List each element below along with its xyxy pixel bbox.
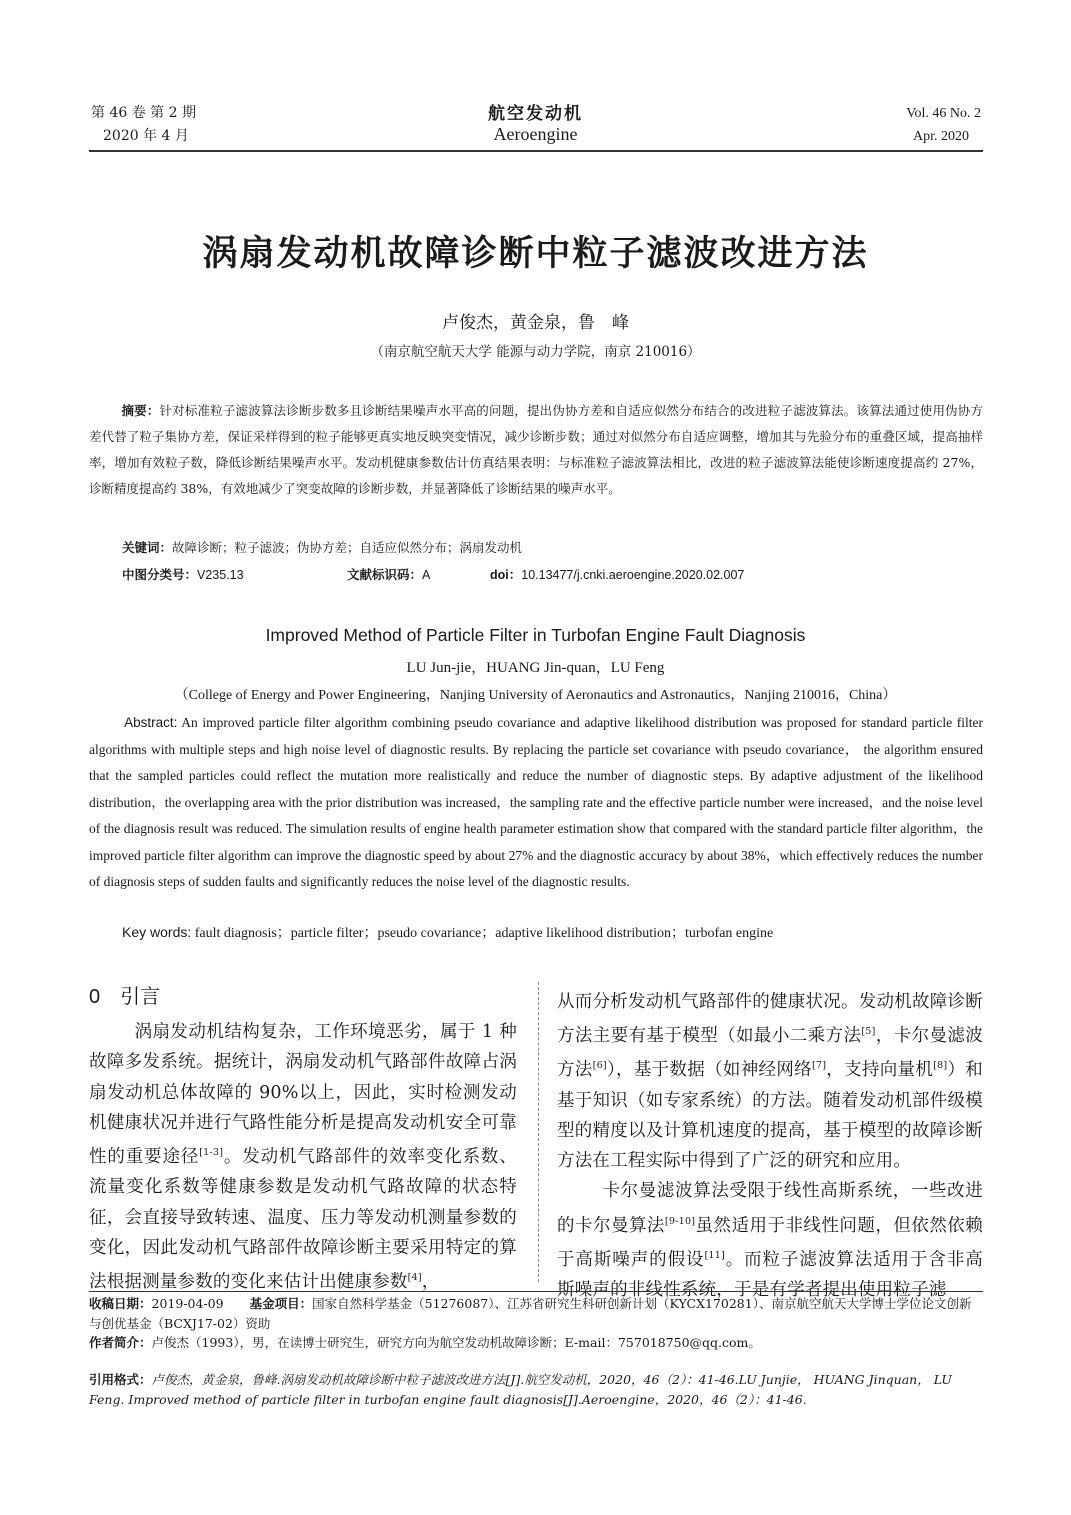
column-divider	[538, 982, 539, 1282]
header-right	[906, 102, 981, 148]
paper-title-en: Improved Method of Particle Filter in Turbofan Engine Fault Diagnosis	[265, 625, 806, 645]
issue-cn: 第 46 卷 第 2 期	[91, 105, 196, 121]
paragraph: 从而分析发动机气路部件的健康状况。发动机故障诊断方法主要有基于模型（如最小二乘方法[5]，卡尔曼滤波方法[6]），基于数据（如神经网络[7]，支持向量机[8]）和基于知识（如专家系统）的方法。随着发动机部件级模型的精度以及计算机速度的提高，基于模型的故障诊断方法在工程实际中得到了广泛的研究和应用。	[557, 992, 983, 1172]
date-cn: 2020 年 4 月	[103, 128, 189, 144]
body-right-column	[557, 987, 983, 1305]
paragraph: 卡尔曼滤波算法受限于线性高斯系统，一些改进的卡尔曼算法[9-10]虽然适用于非线性问题，但依然依赖于高斯噪声的假设[11]。而粒子滤波算法适用于含非高斯噪声的非线性系统，于是有学者提出使用粒子滤	[557, 1181, 983, 1300]
body-left-column	[89, 1017, 517, 1297]
fund-info: 国家自然科学基金（51276087）、江苏省研究生科研创新计划（KYCX170281）、南京航空航天大学博士学位论文创新与创优基金（BCXJ17-02）资助	[89, 1296, 972, 1331]
authors-cn: 卢俊杰，黄金泉，鲁 峰	[442, 313, 629, 333]
date-en: Apr. 2020	[913, 129, 969, 144]
abstract-cn-text: 针对标准粒子滤波算法诊断步数多且诊断结果噪声水平高的问题，提出伪协方差和自适应似然分布结合的改进粒子滤波算法。该算法通过使用伪协方差代替了粒子集协方差，保证采样得到的粒子能够更真实地反映突变情况，减少诊断步数；通过对似然分布自适应调整，增加其与先验分布的重叠区域，提高抽样率，增加有效粒子数，降低诊断结果噪声水平。发动机健康参数估计仿真结果表明：与标准粒子滤波算法相比，改进的粒子滤波算法能使诊断速度提高约 27%，诊断精度提高约 38%，有效地减少了突变故障的诊断步数，并显著降低了诊断结果的噪声水平。	[89, 403, 983, 496]
citation-format: 引用格式：卢俊杰，黄金泉，鲁峰.涡扇发动机故障诊断中粒子滤波改进方法[J].航空发动机，2020，46（2）：41-46.LU Junjie， HUANG Jinquan， LU Feng. Improved method of particle filter in turbofan engine fault diagnosis[J].Aeroengine，2020，46（2）：41-46.	[89, 1372, 952, 1407]
doi: doi：10.13477/j.cnki.aeroengine.2020.02.007	[490, 568, 745, 582]
abstract-en-label: Abstract:	[124, 715, 178, 730]
authors-en: LU Jun-jie，HUANG Jin-quan，LU Feng	[406, 660, 665, 676]
keywords-en: Key words: fault diagnosis；particle filter；pseudo covariance；adaptive likelihood distribution；turbofan engine	[122, 924, 774, 941]
citation-ref: [9-10]	[664, 1215, 696, 1227]
citation-ref: [7]	[811, 1060, 827, 1072]
doc-code: 文献标识码：A	[347, 568, 431, 582]
header-rule	[89, 150, 983, 152]
citation-ref: [8]	[933, 1060, 948, 1072]
affiliation-cn: （南京航空航天大学 能源与动力学院，南京 210016）	[370, 344, 701, 360]
footnote-rule	[89, 1291, 983, 1292]
received-date: 2019-04-09	[151, 1296, 224, 1311]
citation-ref: [5]	[861, 1026, 876, 1038]
abstract-en-text: An improved particle filter algorithm combining pseudo covariance and adaptive likelihood distribution was proposed for standard particle filter algorithms with multiple steps and high noise level of diagnostic results. By replacing the particle set covariance with pseudo covariance， the algorithm ensured that the sampled particles could reflect the mutation more realistically and reduce the number of diagnostic steps. By adaptive adjustment of the likelihood distribution，the overlapping area with the prior distribution was increased，the sampling rate and the effective particle number were increased，and the noise level of the diagnosis result was reduced. The simulation results of engine health parameter estimation show that compared with the standard particle filter algorithm，the improved particle filter algorithm can improve the diagnostic speed by about 27% and the diagnostic accuracy by about 38%，which effectively reduces the number of diagnosis steps of sudden faults and significantly reduces the noise level of the diagnostic results.	[89, 715, 983, 889]
paper-title-cn: 涡扇发动机故障诊断中粒子滤波改进方法	[202, 233, 869, 274]
citation-ref: [4]	[407, 1272, 422, 1284]
citation-ref: [1-3]	[199, 1147, 224, 1159]
citation-ref: [6]	[592, 1060, 607, 1072]
author-bio: 卢俊杰（1993），男，在读博士研究生，研究方向为航空发动机故障诊断；E-mail：757018750@qq.com。	[151, 1335, 761, 1350]
abstract-cn	[89, 398, 983, 502]
citation-ref: [11]	[704, 1249, 725, 1261]
abstract-en	[89, 710, 983, 896]
journal-en: Aeroengine	[493, 124, 578, 144]
section-heading: 0 引言	[89, 986, 161, 1008]
footnote: 收稿日期：2019-04-09 基金项目：国家自然科学基金（51276087）、江苏省研究生科研创新计划（KYCX170281）、南京航空航天大学博士学位论文创新与创优基金（BCXJ17-02）资助 作者简介：卢俊杰（1993），男，在读博士研究生，研究方向为航空发动机故障诊断；E-mail：757018750@qq.com。	[89, 1296, 972, 1350]
issue-en: Vol. 46 No. 2	[906, 106, 981, 121]
clc-number: 中图分类号：V235.13	[122, 568, 244, 582]
abstract-cn-label: 摘要：	[121, 404, 160, 418]
keywords-cn: 关键词：故障诊断；粒子滤波；伪协方差；自适应似然分布；涡扇发动机	[122, 540, 523, 555]
paragraph: 涡扇发动机结构复杂，工作环境恶劣，属于 1 种故障多发系统。据统计，涡扇发动机气路部件故障占涡扇发动机总体故障的 90%以上，因此，实时检测发动机健康状况并进行气路性能分析是提高发动机安全可靠性的重要途径[1-3]。发动机气路部件的效率变化系数、流量变化系数等健康参数是发动机气路故障的状态特征，会直接导致转速、温度、压力等发动机测量参数的变化，因此发动机气路部件故障诊断主要采用特定的算法根据测量参数的变化来估计出健康参数[4]，	[89, 1022, 517, 1293]
affiliation-en: （College of Energy and Power Engineering，Nanjing University of Aeronautics and Astronautics，Nanjing 210016，China）	[174, 688, 897, 703]
journal-cn: 航空发动机	[488, 104, 583, 123]
